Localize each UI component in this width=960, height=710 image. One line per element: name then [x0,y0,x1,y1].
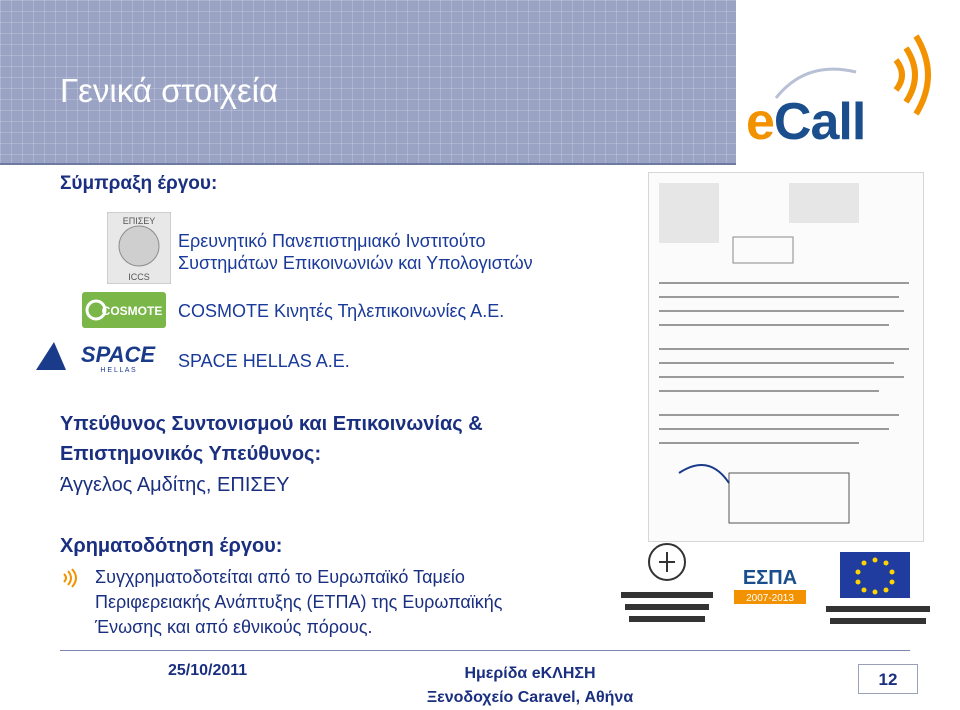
ecall-wordmark [746,93,866,151]
cosmote-logo [82,292,166,328]
footer-divider [60,650,910,651]
espa-logo [728,560,812,610]
iccs-logo-top: ΕΠΙΣΕΥ [122,216,156,226]
space-hellas-logo [36,338,172,374]
coordinator-heading-1: Υπεύθυνος Συντονισμού και Επικοινωνίας & [60,413,483,435]
ecall-suffix: Call [773,93,866,151]
partner-space-hellas: SPACE HELLAS A.E. [178,351,350,371]
coordinator-name: Άγγελος Αμδίτης, ΕΠΙΣΕΥ [60,474,290,496]
funding-line-1: Συγχρηματοδοτείται από το Ευρωπαϊκό Ταμείο [95,567,465,587]
footer-event-title: Ημερίδα eΚΛΗΣΗ [464,665,596,682]
signed-letter-image [648,172,924,542]
coordinator-heading-2: Επιστημονικός Υπεύθυνος: [60,443,322,465]
space-logo-text: SPACE [80,342,156,367]
greek-government-logo [615,538,719,628]
espa-logo-text: ΕΣΠΑ [742,567,798,589]
iccs-logo-bottom: ICCS [128,272,150,282]
space-logo-sub: H E L L A S [100,367,136,374]
cosmote-logo-text: COSMOTE [101,304,163,318]
footer-event-venue: Ξενοδοχείο Caravel, Αθήνα [426,689,634,706]
page-number: 12 [858,664,918,694]
espa-logo-years: 2007-2013 [746,593,794,604]
funding-line-3: Ένωσης και από εθνικούς πόρους. [95,617,373,637]
ecall-prefix: e [746,93,774,151]
funding-heading: Χρηματοδότηση έργου: [60,535,283,557]
partner-cosmote: COSMOTE Κινητές Τηλεπικοινωνίες Α.Ε. [178,301,505,321]
bullet-waves-icon [60,568,84,593]
footer-date: 25/10/2011 [168,662,248,679]
funding-line-2: Περιφερειακής Ανάπτυξης (ΕΤΠΑ) της Ευρωπαϊκής [95,592,503,612]
page-title: Γενικά στοιχεία [60,72,279,109]
header-divider [0,163,736,165]
partner-iccs-line1: Ερευνητικό Πανεπιστημιακό Ινστιτούτο [178,231,486,251]
footer-event [380,662,680,710]
eu-flag-logo [820,552,934,632]
funding-text [95,565,615,640]
partners-heading: Σύμπραξη έργου: [60,173,218,194]
partner-iccs-line2: Συστημάτων Επικοινωνιών και Υπολογιστών [178,253,533,273]
iccs-logo [107,212,171,284]
